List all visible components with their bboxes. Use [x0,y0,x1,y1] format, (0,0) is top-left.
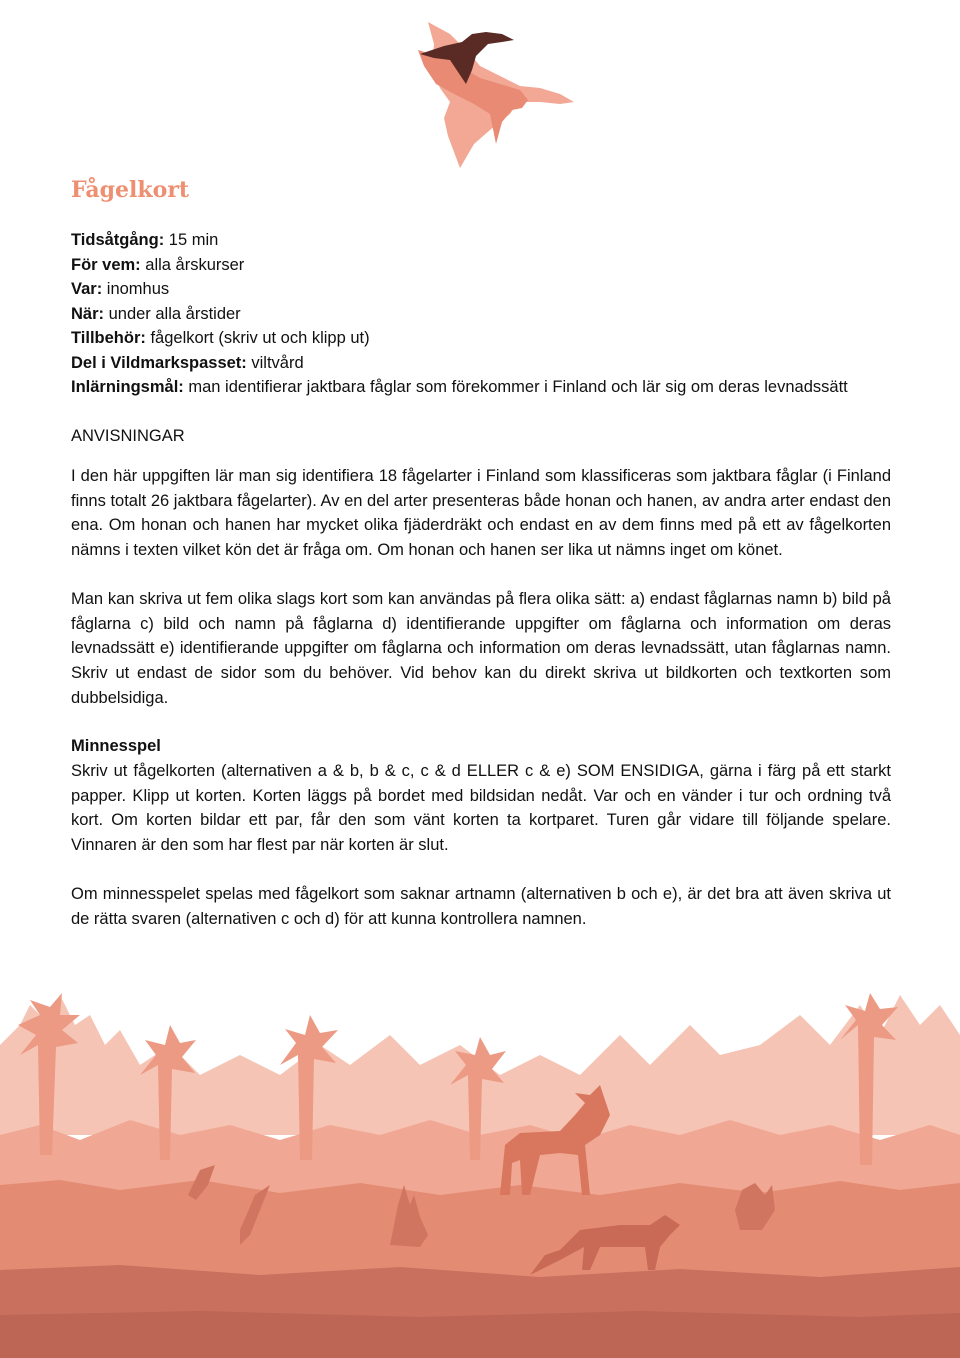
activity-meta [71,228,891,400]
meta-label: När: [71,304,105,323]
meta-label: För vem: [71,255,141,274]
meta-line [71,253,891,278]
meta-value: under alla årstider [104,304,241,323]
meta-line [71,277,891,302]
page-title: Fågelkort [71,177,190,203]
meta-line [71,302,891,327]
instructions-paragraph-1: I den här uppgiften lär man sig identifiera 18 fågelarter i Finland som klassificeras som jaktbara fåglar (i Finland finns totalt 26 jaktbara fågelarter). Av en del arter presenteras både honan och hanen, av andra arter endast den ena. Om honan och hanen har mycket olika fjäderdräkt och endast en av dem finns med på ett av fågelkorten nämns i texten vilket kön det är fråga om. Om honan och hanen ser lika ut nämns inget om könet. [71,467,891,560]
meta-line [71,351,891,376]
meta-label: Tidsåtgång: [71,231,165,249]
meta-value: alla årskurser [140,255,245,274]
meta-line [71,326,891,351]
meta-value: 15 min [164,231,219,249]
meta-value: fågelkort (skriv ut och klipp ut) [145,329,370,347]
instructions-heading: ANVISNINGAR [71,426,185,445]
meta-value: viltvård [246,353,304,372]
meta-line [71,375,891,400]
meta-label: Del i Vildmarkspasset: [71,353,247,372]
flying-geese-logo [410,4,590,174]
memory-game-heading: Minnesspel [71,737,161,756]
document-content [71,170,891,955]
instructions-paragraph-2: Man kan skriva ut fem olika slags kort som kan användas på flera olika sätt: a) endast fåglarnas namn b) bild på fåglarna c) bild och namn på fåglarna d) identifierande uppgifter om fåglarna och information om deras levnadssätt e) identifierande uppgifter om fåglarna och information om deras levnadssätt, utan fåglarnas namn. Skriv ut endast de sidor som du behöver. Vid behov kan du direkt skriva ut bildkorten och textkorten som dubbelsidiga. [71,589,891,707]
meta-line [71,228,891,253]
meta-value: inomhus [102,280,170,298]
memory-game-paragraph-1: Skriv ut fågelkorten (alternativen a & b, b & c, c & d ELLER c & e) SOM ENSIDIGA, gärna i färg på ett starkt papper. Klipp ut korten. Korten läggs på bordet med bildsidan nedåt. Var och en vänder i tur och ordning två kort. Om korten bildar ett par, får den som vänt korten ta kortparet. Turen går vidare till följande spelare. Vinnaren är den som har flest par när korten är slut. [71,762,891,855]
forest-wildlife-landscape-icon [0,985,960,1358]
meta-label: Tillbehör: [71,329,146,347]
meta-value: man identifierar jaktbara fåglar som förekommer i Finland och lär sig om deras levnadssätt [183,378,848,396]
memory-game-paragraph-2: Om minnesspelet spelas med fågelkort som saknar artnamn (alternativen b och e), är det bra att även skriva ut de rätta svaren (alternativen c och d) för att kunna kontrollera namnen. [71,884,891,928]
meta-label: Inlärningsmål: [71,378,184,396]
meta-label: Var: [71,280,103,298]
